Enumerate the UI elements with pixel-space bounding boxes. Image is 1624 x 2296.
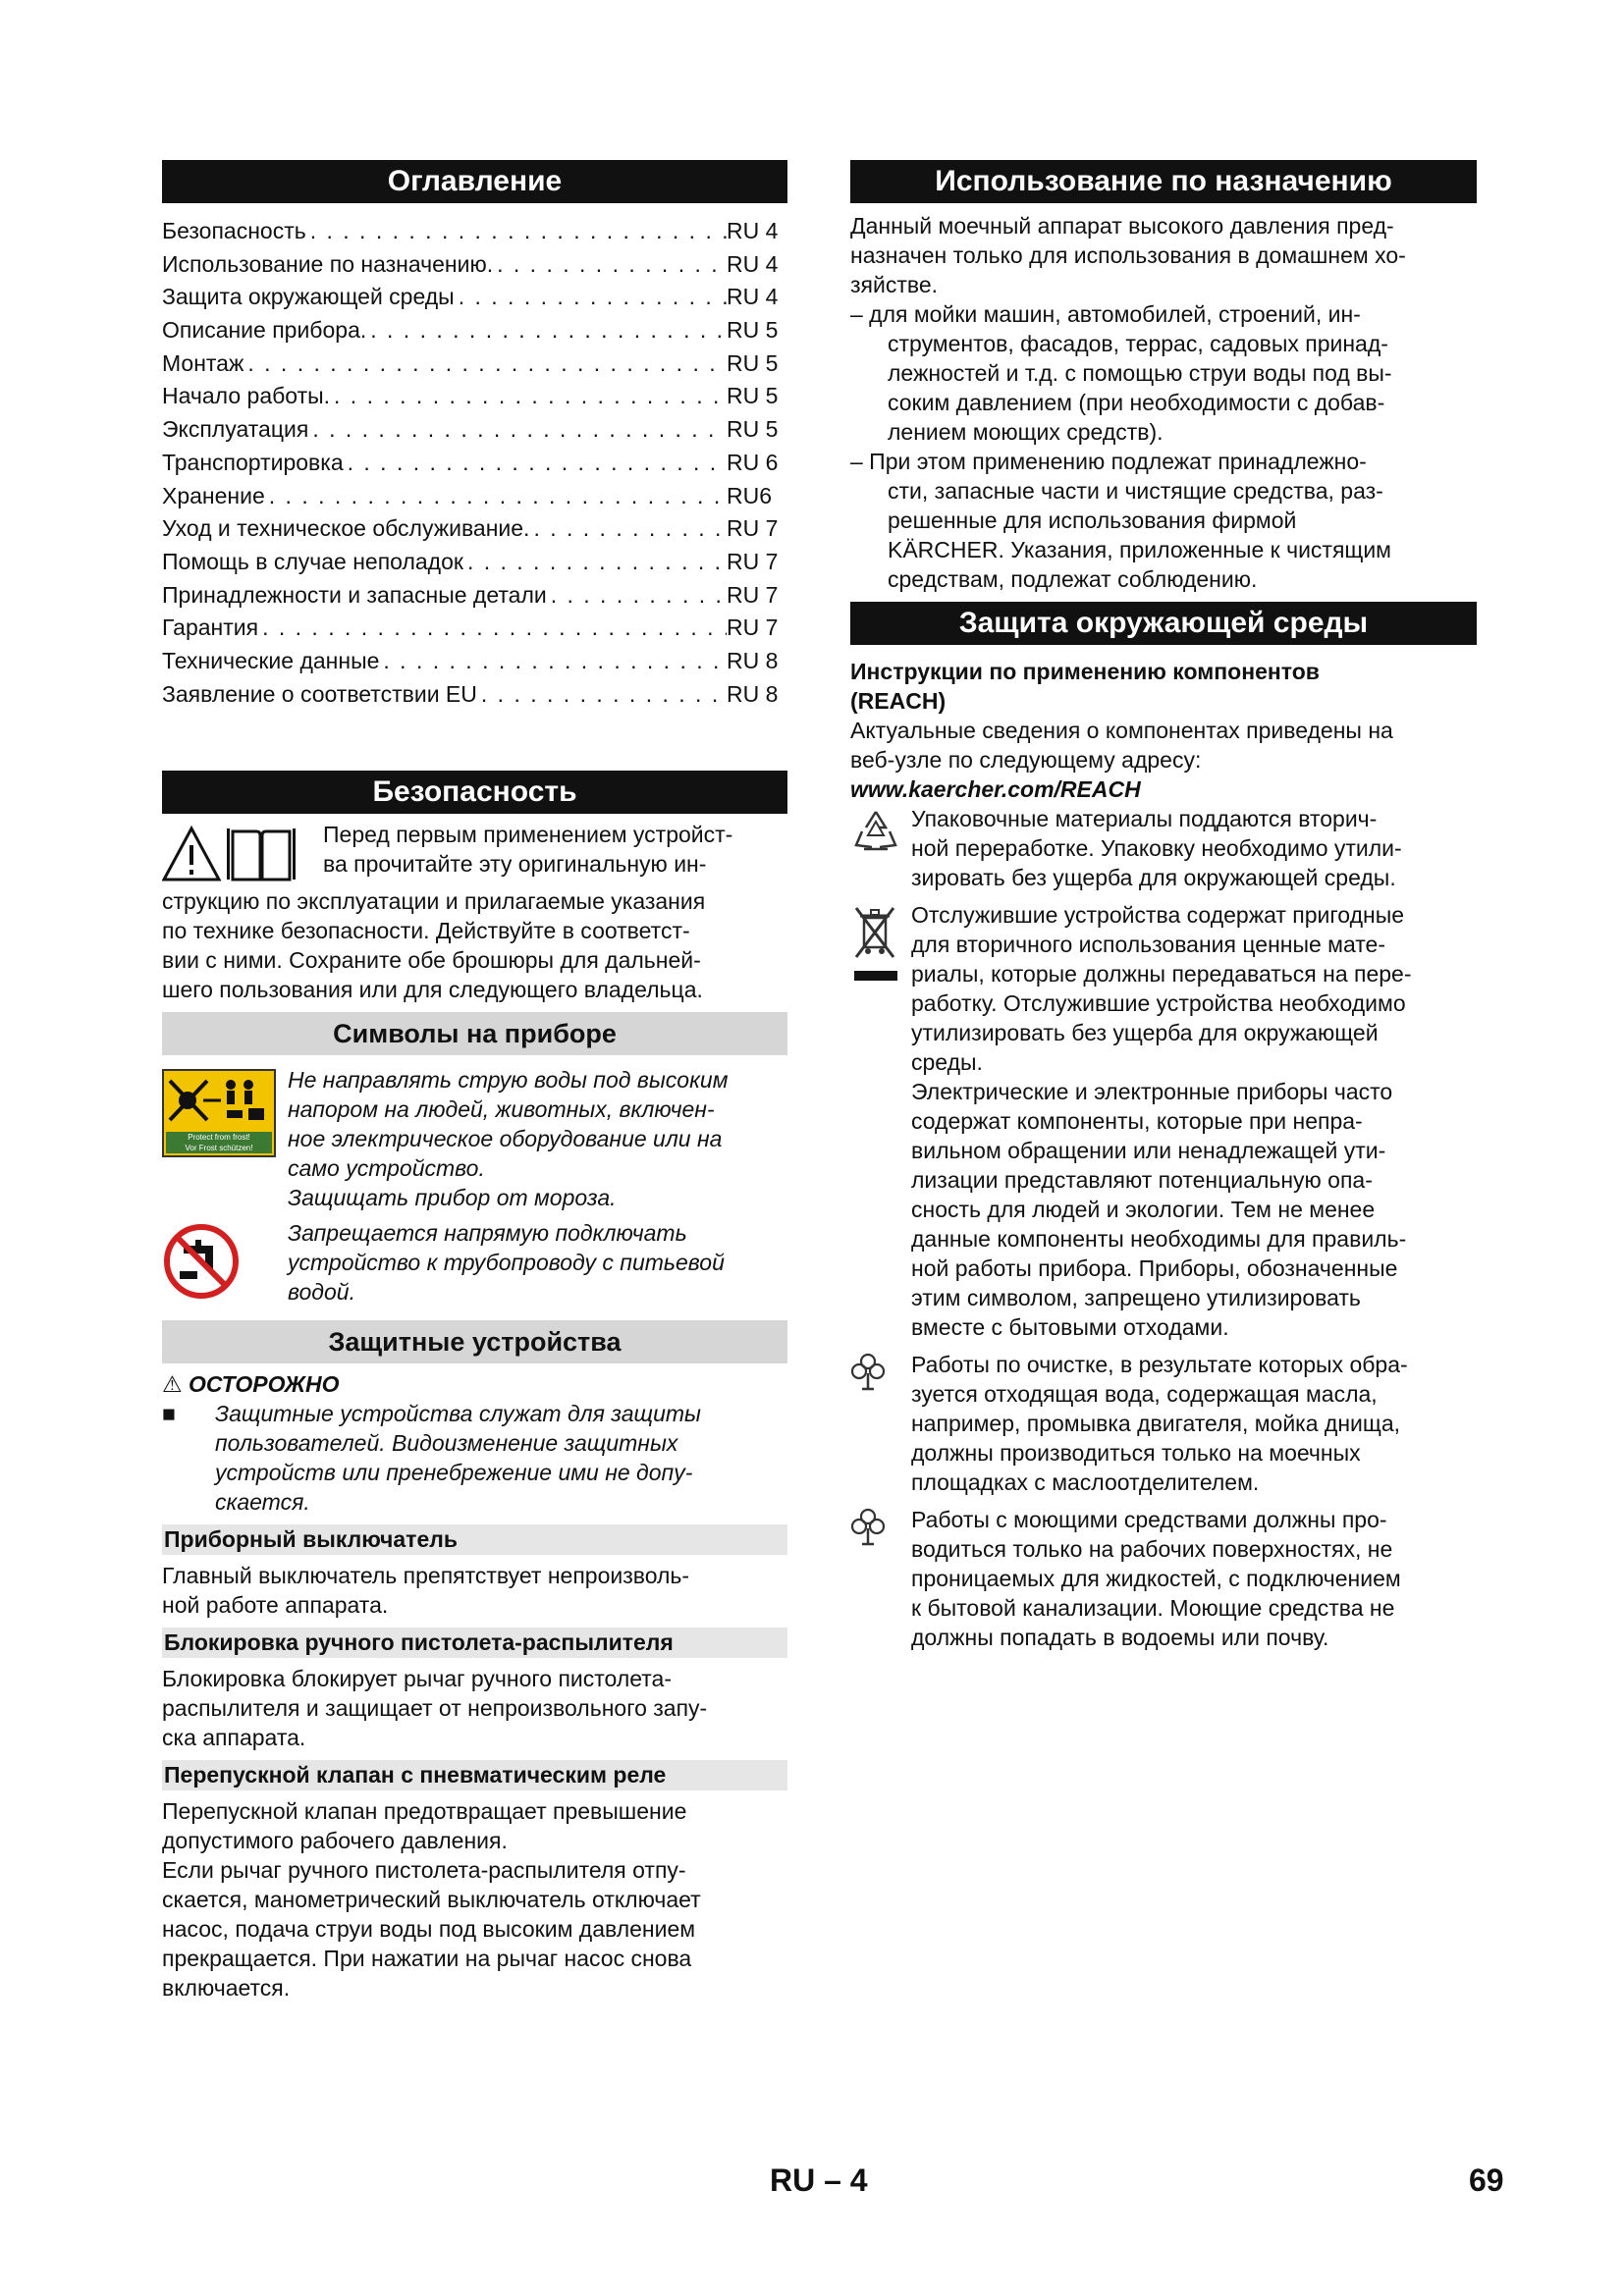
symbol-drinking-water-row bbox=[162, 1218, 787, 1307]
toc-leader-dots bbox=[455, 281, 727, 314]
toc-entry-page: RU 8 bbox=[727, 647, 779, 673]
toc-entry[interactable] bbox=[162, 380, 787, 413]
toc-entry-page: RU 7 bbox=[727, 614, 779, 641]
intended-use-item bbox=[850, 299, 1477, 447]
toc-entry[interactable] bbox=[162, 678, 787, 712]
weee-text: утилизировать без ущерба для окружающей bbox=[911, 1020, 1379, 1045]
gun-lock-text: Блокировка блокирует рычаг ручного пистолета- bbox=[162, 1666, 673, 1692]
toc-leader-dots bbox=[463, 546, 727, 579]
weee-text: содержат компоненты, которые при непра- bbox=[911, 1108, 1363, 1134]
weee-text: этим символом, запрещено утилизировать bbox=[911, 1285, 1361, 1310]
recycling-icon bbox=[850, 806, 901, 857]
intended-use-heading: Использование по назначению bbox=[850, 160, 1477, 203]
bypass-valve-text: допустимого рабочего давления. bbox=[162, 1828, 508, 1854]
bypass-valve-text: включается. bbox=[162, 1975, 291, 2002]
toc-entry[interactable] bbox=[162, 480, 787, 513]
recycling-row bbox=[850, 804, 1477, 892]
toc-entry-title: Транспортировка bbox=[162, 449, 344, 475]
weee-text: риалы, которые должны передаваться на пере- bbox=[911, 961, 1412, 987]
toc-entry-page: RU 5 bbox=[727, 317, 779, 344]
toc-entry-page: RU 5 bbox=[727, 349, 779, 376]
environment-heading: Защита окружающей среды bbox=[850, 602, 1477, 645]
intended-use-item-line: – При этом применению подлежат принадлежно- bbox=[850, 449, 1367, 474]
detergent-text: проницаемых для жидкостей, с подключением bbox=[911, 1566, 1401, 1591]
toc-leader-dots bbox=[265, 480, 727, 513]
intended-use-item-line: сти, запасные части и чистящие средства, раз- bbox=[888, 478, 1383, 504]
weee-text: лизации представляют потенциальную опа- bbox=[911, 1167, 1373, 1193]
footer-section-label: RU – 4 bbox=[770, 2163, 868, 2198]
weee-text: среды. bbox=[911, 1049, 983, 1075]
bypass-valve-text: прекращается. При нажатии на рычаг насос снова bbox=[162, 1946, 692, 1972]
weee-row bbox=[850, 900, 1477, 1342]
weee-text: данные компоненты необходимы для правиль- bbox=[911, 1226, 1407, 1252]
bypass-valve-text: насос, подача струи воды под высоким давлением bbox=[162, 1916, 696, 1943]
toc-entry-title: Защита окружающей среды bbox=[162, 284, 455, 310]
square-bullet-icon: ■ bbox=[162, 1401, 176, 1427]
gun-lock-heading: Блокировка ручного пистолета-распылителя bbox=[162, 1628, 787, 1658]
toc-entry-page: RU 4 bbox=[727, 284, 779, 310]
right-column bbox=[850, 160, 1477, 1652]
footer-page-number: 69 bbox=[1469, 2163, 1504, 2198]
intended-use-text: назначен только для использования в домашнем хо- bbox=[850, 242, 1406, 268]
toc-entry-page: RU 7 bbox=[727, 515, 779, 542]
toc-leader-dots bbox=[306, 215, 727, 248]
oil-text: зуется отходящая вода, содержащая масла, bbox=[911, 1381, 1378, 1407]
recycling-text: ной переработке. Упаковку необходимо утили- bbox=[911, 835, 1402, 861]
toc-entry-title: Описание прибора. bbox=[162, 317, 367, 344]
weee-text: вместе с бытовыми отходами. bbox=[911, 1314, 1229, 1340]
caution-text: Защитные устройства служат для защиты bbox=[215, 1401, 701, 1427]
switch-heading: Приборный выключатель bbox=[162, 1524, 787, 1555]
toc-entry-title: Уход и техническое обслуживание. bbox=[162, 515, 530, 542]
oil-text: площадках с маслоотделителем. bbox=[911, 1469, 1260, 1495]
crossed-bin-icon bbox=[850, 904, 899, 988]
weee-text: вильном обращении или ненадлежащей ути- bbox=[911, 1138, 1386, 1163]
toc-leader-dots bbox=[477, 678, 727, 712]
symbol-water-text: водой. bbox=[288, 1279, 355, 1306]
safety-intro-line: струкцию по эксплуатации и прилагаемые указания bbox=[162, 888, 706, 915]
intended-use-text: Данный моечный аппарат высокого давления пред- bbox=[850, 213, 1394, 239]
left-column bbox=[162, 160, 787, 2002]
reach-text: Актуальные сведения о компонентах приведены на bbox=[850, 718, 1393, 743]
caution-warning-icon: ⚠ bbox=[162, 1371, 183, 1398]
bypass-valve-text: Если рычаг ручного пистолета-распылителя отпу- bbox=[162, 1857, 686, 1884]
warning-book-icons bbox=[162, 820, 319, 886]
toc-entry-title: Технические данные bbox=[162, 647, 380, 673]
toc-entry-page: RU 5 bbox=[727, 383, 779, 409]
toc-leader-dots bbox=[330, 380, 727, 413]
intended-use-item-line: соким давлением (при необходимости с добав- bbox=[888, 390, 1385, 415]
toc-entry-page: RU6 bbox=[727, 482, 773, 508]
toc-entry-title: Начало работы. bbox=[162, 383, 331, 409]
intended-use-item-line: средствам, подлежат соблюдению. bbox=[888, 566, 1258, 592]
toc-entry[interactable] bbox=[162, 347, 787, 381]
toc-entry[interactable] bbox=[162, 215, 787, 248]
switch-text: Главный выключатель препятствует непроизволь- bbox=[162, 1563, 690, 1589]
reach-heading: Инструкции по применению компонентов bbox=[850, 659, 1320, 684]
intended-use-item-line: – для мойки машин, автомобилей, строений, ин- bbox=[850, 301, 1361, 327]
symbol-jet-text: Не направлять струю воды под высоким bbox=[288, 1067, 729, 1094]
toc-entry-title: Заявление о соответствии EU bbox=[162, 680, 477, 707]
toc-entry-page: RU 7 bbox=[727, 548, 779, 574]
safety-intro-line: вии с ними. Сохраните обе брошюры для дальней- bbox=[162, 947, 701, 974]
intended-use-item-line: лением моющих средств). bbox=[888, 419, 1164, 445]
toc-entry[interactable] bbox=[162, 281, 787, 314]
environment-tree-icon bbox=[850, 1352, 886, 1391]
toc-entry-title: Безопасность bbox=[162, 218, 306, 243]
intended-use-item-line: лежностей и т.д. с помощью струи воды под вы- bbox=[888, 360, 1392, 386]
toc-entry-page: RU 4 bbox=[727, 250, 779, 277]
toc-entry-page: RU 4 bbox=[727, 218, 779, 243]
toc-entry-title: Гарантия bbox=[162, 614, 259, 641]
safety-intro-line: шего пользования или для следующего владельца. bbox=[162, 977, 703, 1003]
caution-bullet bbox=[162, 1399, 787, 1517]
oil-text: Работы по очистке, в результате которых обра- bbox=[911, 1352, 1408, 1377]
detergent-text: должны попадать в водоемы или почву. bbox=[911, 1625, 1329, 1650]
oil-row bbox=[850, 1350, 1477, 1497]
toc-entry-title: Помощь в случае неполадок bbox=[162, 548, 463, 574]
toc-entry[interactable] bbox=[162, 645, 787, 678]
toc-entry[interactable] bbox=[162, 314, 787, 347]
toc-leader-dots bbox=[308, 413, 727, 447]
symbol-jet-text: напором на людей, животных, включен- bbox=[288, 1096, 715, 1123]
safety-intro-line: по технике безопасности. Действуйте в соответст- bbox=[162, 918, 690, 944]
reach-url-link[interactable]: www.kaercher.com/REACH bbox=[850, 776, 1141, 802]
symbol-water-text: Запрещается напрямую подключать bbox=[288, 1220, 687, 1247]
toc-leader-dots bbox=[529, 512, 727, 546]
caution-text: устройств или пренебрежение ими не допу- bbox=[215, 1460, 693, 1486]
gun-lock-text: распылителя и защищает от непроизвольного запу- bbox=[162, 1695, 708, 1722]
toc-leader-dots bbox=[493, 248, 727, 282]
detergent-text: к бытовой канализации. Моющие средства не bbox=[911, 1595, 1395, 1621]
frost-badge-line: Vor Frost schützen! bbox=[185, 1144, 253, 1153]
intended-use-text: зяйстве. bbox=[850, 272, 939, 297]
toc-heading: Оглавление bbox=[162, 160, 787, 203]
environment-tree-icon bbox=[850, 1507, 886, 1546]
weee-text: для вторичного использования ценные мате- bbox=[911, 932, 1386, 957]
toc-entry-title: Хранение bbox=[162, 482, 265, 508]
safety-intro-line: ва прочитайте эту оригинальную ин- bbox=[323, 851, 707, 878]
detergent-row bbox=[850, 1505, 1477, 1652]
intended-use-item-line: KÄRCHER. Указания, приложенные к чистящим bbox=[888, 537, 1391, 562]
toc-entry[interactable] bbox=[162, 512, 787, 546]
toc-leader-dots bbox=[258, 612, 727, 645]
recycling-text: Упаковочные материалы поддаются вторич- bbox=[911, 806, 1378, 831]
toc-entry[interactable] bbox=[162, 447, 787, 480]
symbol-water-text: устройство к трубопроводу с питьевой bbox=[288, 1250, 725, 1276]
symbol-jet-text: Защищать прибор от мороза. bbox=[288, 1185, 617, 1211]
safety-intro bbox=[162, 820, 787, 886]
symbol-jet-row bbox=[162, 1065, 787, 1212]
toc-leader-dots bbox=[379, 645, 727, 678]
oil-text: например, промывка двигателя, мойка днища, bbox=[911, 1411, 1401, 1436]
detergent-text: водиться только на рабочих поверхностях, не bbox=[911, 1536, 1393, 1562]
reach-heading: (REACH) bbox=[850, 688, 947, 714]
toc-leader-dots bbox=[244, 347, 727, 381]
caution-text: пользователей. Видоизменение защитных bbox=[215, 1430, 678, 1457]
toc-list bbox=[162, 215, 787, 711]
weee-text: работку. Отслужившие устройства необходимо bbox=[911, 990, 1406, 1016]
weee-text: Электрические и электронные приборы часто bbox=[911, 1079, 1393, 1104]
weee-text: Отслужившие устройства содержат пригодные bbox=[911, 902, 1405, 928]
intended-use-item bbox=[850, 447, 1477, 594]
oil-text: должны производиться только на моечных bbox=[911, 1440, 1361, 1466]
toc-entry-title: Использование по назначению. bbox=[162, 250, 494, 277]
toc-entry[interactable] bbox=[162, 612, 787, 645]
caution-label: ОСТОРОЖНО bbox=[189, 1371, 340, 1398]
toc-entry-title: Монтаж bbox=[162, 349, 244, 376]
toc-leader-dots bbox=[366, 314, 727, 347]
toc-entry-title: Эксплуатация bbox=[162, 416, 309, 443]
symbol-jet-text: ное электрическое оборудование или на bbox=[288, 1126, 723, 1152]
toc-entry-page: RU 7 bbox=[727, 581, 779, 608]
intended-use-item-line: струментов, фасадов, террас, садовых принад- bbox=[888, 331, 1388, 356]
no-drinking-water-connection-icon bbox=[162, 1222, 241, 1301]
intended-use-item-line: решенные для использования фирмой bbox=[888, 507, 1297, 533]
toc-entry[interactable] bbox=[162, 248, 787, 282]
symbol-jet-text: само устройство. bbox=[288, 1155, 485, 1182]
toc-entry[interactable] bbox=[162, 413, 787, 447]
safety-heading: Безопасность bbox=[162, 771, 787, 814]
toc-entry-title: Принадлежности и запасные детали bbox=[162, 581, 547, 608]
frost-badge-line: Protect from frost! bbox=[188, 1133, 250, 1143]
toc-leader-dots bbox=[547, 579, 727, 613]
toc-entry-page: RU 6 bbox=[727, 449, 779, 475]
bypass-valve-text: Перепускной клапан предотвращает превышение bbox=[162, 1798, 687, 1825]
gun-lock-text: ска аппарата. bbox=[162, 1725, 306, 1751]
weee-text: сность для людей и экологии. Тем не менее bbox=[911, 1197, 1376, 1222]
toc-entry[interactable] bbox=[162, 579, 787, 613]
symbols-heading: Символы на приборе bbox=[162, 1012, 787, 1055]
toc-entry-page: RU 8 bbox=[727, 680, 779, 707]
bypass-valve-text: скается, манометрический выключатель отключает bbox=[162, 1887, 701, 1913]
no-jet-frost-icon bbox=[162, 1069, 276, 1157]
caution-text: скается. bbox=[215, 1489, 310, 1516]
switch-text: ной работе аппарата. bbox=[162, 1592, 389, 1619]
reach-text: веб-узле по следующему адресу: bbox=[850, 747, 1202, 773]
caution-label-row bbox=[162, 1369, 787, 1399]
protective-devices-heading: Защитные устройства bbox=[162, 1320, 787, 1363]
warning-triangle-book-icon bbox=[162, 826, 315, 882]
weee-text: ной работы прибора. Приборы, обозначенные bbox=[911, 1255, 1398, 1281]
safety-intro-line: Перед первым применением устройст- bbox=[323, 822, 733, 848]
toc-entry-page: RU 5 bbox=[727, 416, 779, 443]
toc-leader-dots bbox=[344, 447, 727, 480]
toc-entry[interactable] bbox=[162, 546, 787, 579]
detergent-text: Работы с моющими средствами должны про- bbox=[911, 1507, 1387, 1532]
bypass-valve-heading: Перепускной клапан с пневматическим реле bbox=[162, 1760, 787, 1790]
recycling-text: зировать без ущерба для окружающей среды. bbox=[911, 865, 1396, 890]
